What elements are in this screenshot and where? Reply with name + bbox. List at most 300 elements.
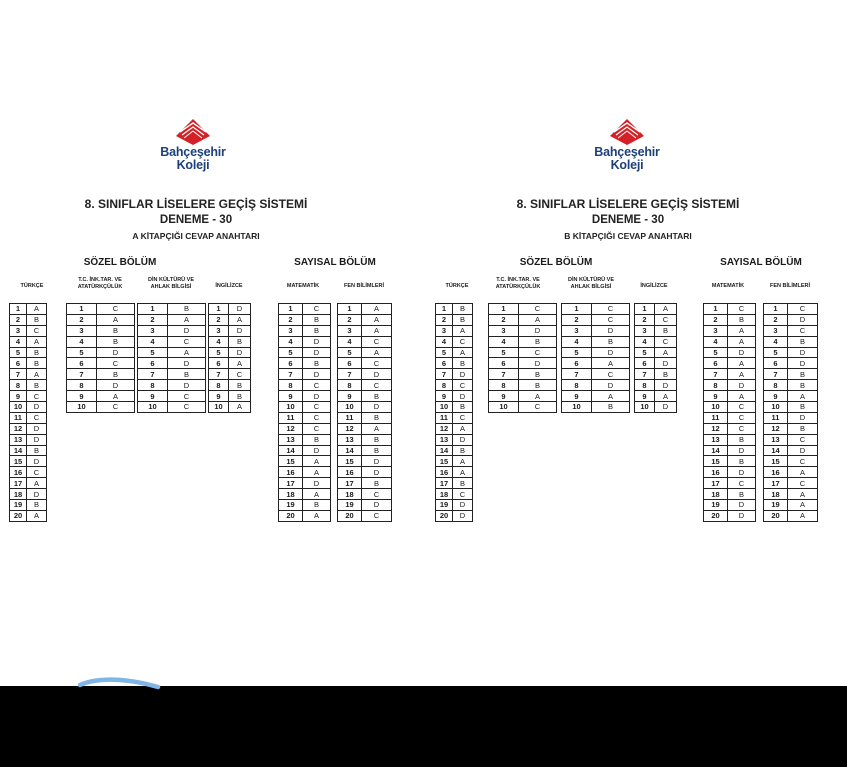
question-number: 8 — [138, 380, 168, 391]
answer-letter: C — [519, 347, 557, 358]
answer-row — [10, 423, 47, 434]
answer-letter: C — [303, 380, 331, 391]
answer-letter: D — [453, 369, 473, 380]
answer-row — [279, 304, 331, 315]
answer-row — [562, 347, 630, 358]
pen-stroke-mark — [78, 676, 162, 692]
matematik-answer-table — [278, 303, 331, 522]
answer-row — [489, 314, 557, 325]
answer-row — [436, 336, 473, 347]
answer-letter: B — [453, 445, 473, 456]
matematik-answer-table — [703, 303, 756, 522]
answer-row — [10, 510, 47, 521]
answer-row — [279, 314, 331, 325]
answer-row — [10, 500, 47, 511]
answer-letter: A — [303, 467, 331, 478]
question-number: 1 — [67, 304, 97, 315]
answer-row — [704, 336, 756, 347]
din-header-line1: DİN KÜLTÜRÜ VE — [147, 277, 195, 283]
answer-row — [10, 391, 47, 402]
answer-letter: A — [788, 391, 818, 402]
question-number: 3 — [138, 325, 168, 336]
answer-row — [279, 434, 331, 445]
answer-letter: B — [97, 336, 135, 347]
answer-letter: B — [27, 380, 47, 391]
answer-row — [764, 456, 818, 467]
answer-letter: D — [788, 314, 818, 325]
question-number: 13 — [436, 434, 453, 445]
answer-row — [338, 478, 392, 489]
answer-row — [10, 325, 47, 336]
inkilap-header-line1: T.C. İNK.TAR. VE — [78, 277, 122, 283]
answer-letter: D — [655, 358, 677, 369]
answer-row — [489, 391, 557, 402]
answer-letter: C — [453, 380, 473, 391]
answer-letter: B — [27, 445, 47, 456]
answer-row — [209, 304, 251, 315]
answer-letter: B — [655, 369, 677, 380]
question-number: 14 — [704, 445, 728, 456]
answer-row — [704, 434, 756, 445]
answer-letter: D — [168, 358, 206, 369]
question-number: 10 — [338, 402, 362, 413]
answer-letter: B — [303, 358, 331, 369]
answer-row — [436, 325, 473, 336]
question-number: 17 — [436, 478, 453, 489]
question-number: 1 — [10, 304, 27, 315]
answer-letter: B — [303, 434, 331, 445]
answer-row — [338, 380, 392, 391]
question-number: 15 — [279, 456, 303, 467]
question-number: 8 — [436, 380, 453, 391]
question-number: 17 — [279, 478, 303, 489]
answer-letter: C — [303, 423, 331, 434]
answer-letter: C — [655, 314, 677, 325]
answer-letter: D — [97, 380, 135, 391]
answer-row — [704, 325, 756, 336]
answer-letter: D — [728, 510, 756, 521]
answer-letter: C — [362, 380, 392, 391]
answer-letter: A — [27, 304, 47, 315]
question-number: 15 — [764, 456, 788, 467]
answer-row — [10, 467, 47, 478]
answer-row — [209, 358, 251, 369]
answer-letter: A — [229, 402, 251, 413]
answer-letter: D — [168, 325, 206, 336]
answer-letter: D — [728, 347, 756, 358]
answer-row — [436, 369, 473, 380]
fen-answer-table — [337, 303, 392, 522]
answer-letter: B — [303, 314, 331, 325]
answer-row — [704, 412, 756, 423]
answer-letter: B — [655, 325, 677, 336]
question-number: 5 — [10, 347, 27, 358]
answer-row — [209, 369, 251, 380]
question-number: 8 — [10, 380, 27, 391]
answer-letter: D — [592, 380, 630, 391]
question-number: 9 — [338, 391, 362, 402]
answer-row — [338, 347, 392, 358]
answer-row — [635, 391, 677, 402]
question-number: 7 — [436, 369, 453, 380]
answer-letter: C — [27, 325, 47, 336]
answer-letter: A — [27, 510, 47, 521]
answer-row — [67, 391, 135, 402]
sozel-section-label: SÖZEL BÖLÜM — [83, 257, 157, 268]
answer-row — [436, 304, 473, 315]
question-number: 4 — [338, 336, 362, 347]
answer-letter: A — [453, 347, 473, 358]
question-number: 3 — [489, 325, 519, 336]
question-number: 5 — [138, 347, 168, 358]
question-number: 6 — [279, 358, 303, 369]
answer-letter: C — [168, 336, 206, 347]
answer-letter: C — [453, 336, 473, 347]
school-logo — [592, 118, 662, 172]
answer-letter: D — [362, 467, 392, 478]
question-number: 7 — [138, 369, 168, 380]
answer-row — [635, 325, 677, 336]
answer-row — [489, 336, 557, 347]
answer-letter: D — [655, 402, 677, 413]
answer-row — [562, 314, 630, 325]
answer-row — [279, 412, 331, 423]
answer-letter: B — [453, 358, 473, 369]
question-number: 1 — [279, 304, 303, 315]
answer-row — [138, 391, 206, 402]
answer-letter: A — [519, 314, 557, 325]
answer-row — [635, 336, 677, 347]
answer-row — [436, 423, 473, 434]
answer-row — [562, 358, 630, 369]
question-number: 13 — [704, 434, 728, 445]
answer-letter: B — [362, 434, 392, 445]
question-number: 4 — [489, 336, 519, 347]
answer-row — [562, 336, 630, 347]
answer-row — [489, 304, 557, 315]
answer-letter: B — [27, 347, 47, 358]
exam-title: 8. SINIFLAR LİSELERE GEÇİŞ SİSTEMİ — [516, 197, 740, 211]
question-number: 1 — [338, 304, 362, 315]
answer-row — [138, 402, 206, 413]
answer-letter: D — [655, 380, 677, 391]
question-number: 10 — [704, 402, 728, 413]
answer-row — [279, 423, 331, 434]
matematik-header: MATEMATİK — [711, 283, 745, 289]
answer-row — [562, 402, 630, 413]
answer-row — [562, 391, 630, 402]
answer-row — [436, 391, 473, 402]
answer-row — [764, 336, 818, 347]
question-number: 14 — [279, 445, 303, 456]
question-number: 10 — [635, 402, 655, 413]
answer-letter: D — [27, 434, 47, 445]
ingilizce-header: İNGİLİZCE — [215, 283, 243, 289]
answer-letter: A — [303, 456, 331, 467]
brand-subname: Koleji — [176, 158, 210, 172]
question-number: 18 — [279, 489, 303, 500]
answer-letter: A — [788, 500, 818, 511]
answer-row — [436, 402, 473, 413]
answer-row — [279, 325, 331, 336]
brand-name: Bahçeşehir — [160, 145, 226, 159]
answer-row — [764, 358, 818, 369]
question-number: 14 — [436, 445, 453, 456]
answer-letter: A — [303, 489, 331, 500]
answer-row — [67, 325, 135, 336]
question-number: 9 — [704, 391, 728, 402]
answer-letter: D — [27, 423, 47, 434]
answer-letter: A — [303, 510, 331, 521]
question-number: 7 — [338, 369, 362, 380]
answer-row — [338, 358, 392, 369]
question-number: 11 — [279, 412, 303, 423]
answer-row — [10, 489, 47, 500]
answer-letter: B — [519, 336, 557, 347]
answer-row — [138, 336, 206, 347]
answer-row — [704, 500, 756, 511]
question-number: 19 — [704, 500, 728, 511]
question-number: 6 — [489, 358, 519, 369]
answer-row — [436, 456, 473, 467]
question-number: 7 — [10, 369, 27, 380]
answer-row — [138, 369, 206, 380]
answer-row — [138, 347, 206, 358]
answer-letter: A — [453, 325, 473, 336]
question-number: 15 — [436, 456, 453, 467]
question-number: 3 — [704, 325, 728, 336]
matematik-header: MATEMATİK — [286, 283, 320, 289]
answer-row — [10, 369, 47, 380]
answer-letter: B — [728, 489, 756, 500]
brand-subname: Koleji — [610, 158, 644, 172]
answer-row — [764, 489, 818, 500]
question-number: 10 — [279, 402, 303, 413]
question-number: 9 — [764, 391, 788, 402]
answer-letter: A — [229, 314, 251, 325]
answer-row — [279, 478, 331, 489]
answer-letter: C — [728, 402, 756, 413]
answer-row — [338, 423, 392, 434]
answer-row — [704, 304, 756, 315]
question-number: 11 — [704, 412, 728, 423]
answer-row — [279, 336, 331, 347]
answer-row — [489, 325, 557, 336]
question-number: 14 — [338, 445, 362, 456]
answer-row — [338, 391, 392, 402]
answer-letter: B — [519, 369, 557, 380]
answer-letter: B — [27, 314, 47, 325]
school-logo — [158, 118, 228, 172]
answer-letter: D — [362, 402, 392, 413]
question-number: 7 — [562, 369, 592, 380]
answer-row — [704, 510, 756, 521]
answer-row — [704, 391, 756, 402]
question-number: 2 — [562, 314, 592, 325]
question-number: 12 — [338, 423, 362, 434]
question-number: 6 — [138, 358, 168, 369]
answer-row — [279, 369, 331, 380]
answer-letter: C — [788, 434, 818, 445]
answer-row — [764, 314, 818, 325]
question-number: 1 — [704, 304, 728, 315]
question-number: 13 — [279, 434, 303, 445]
answer-letter: C — [97, 304, 135, 315]
answer-row — [764, 445, 818, 456]
answer-row — [764, 391, 818, 402]
answer-key-title: B KİTAPÇIĞI CEVAP ANAHTARI — [564, 231, 692, 241]
answer-row — [279, 445, 331, 456]
question-number: 12 — [279, 423, 303, 434]
answer-row — [704, 402, 756, 413]
answer-row — [764, 304, 818, 315]
question-number: 17 — [10, 478, 27, 489]
answer-letter: D — [728, 500, 756, 511]
answer-row — [338, 314, 392, 325]
question-number: 19 — [338, 500, 362, 511]
turkce-answer-table — [435, 303, 473, 522]
answer-row — [436, 467, 473, 478]
question-number: 1 — [562, 304, 592, 315]
answer-letter: A — [27, 478, 47, 489]
question-number: 2 — [138, 314, 168, 325]
ingilizce-header: İNGİLİZCE — [640, 283, 668, 289]
answer-letter: C — [728, 478, 756, 489]
answer-letter: A — [229, 358, 251, 369]
answer-letter: B — [788, 369, 818, 380]
question-number: 8 — [279, 380, 303, 391]
answer-row — [764, 423, 818, 434]
answer-row — [489, 358, 557, 369]
question-number: 11 — [764, 412, 788, 423]
answer-row — [279, 402, 331, 413]
answer-row — [436, 445, 473, 456]
answer-letter: A — [519, 391, 557, 402]
answer-letter: B — [27, 358, 47, 369]
answer-letter: B — [168, 369, 206, 380]
answer-row — [489, 347, 557, 358]
answer-row — [764, 347, 818, 358]
question-number: 20 — [10, 510, 27, 521]
answer-letter: C — [229, 369, 251, 380]
answer-letter: C — [788, 325, 818, 336]
answer-letter: A — [362, 423, 392, 434]
question-number: 15 — [338, 456, 362, 467]
answer-row — [436, 412, 473, 423]
answer-row — [209, 402, 251, 413]
answer-row — [10, 347, 47, 358]
question-number: 2 — [704, 314, 728, 325]
answer-letter: B — [362, 412, 392, 423]
answer-row — [67, 358, 135, 369]
answer-letter: A — [728, 336, 756, 347]
answer-row — [436, 489, 473, 500]
answer-letter: A — [655, 347, 677, 358]
answer-row — [338, 489, 392, 500]
answer-letter: C — [27, 467, 47, 478]
answer-row — [489, 369, 557, 380]
answer-row — [704, 445, 756, 456]
answer-row — [279, 467, 331, 478]
fen-answer-table — [763, 303, 818, 522]
answer-row — [338, 456, 392, 467]
sozel-section-label: SÖZEL BÖLÜM — [519, 257, 593, 268]
question-number: 6 — [562, 358, 592, 369]
question-number: 8 — [764, 380, 788, 391]
question-number: 1 — [436, 304, 453, 315]
din-header — [131, 277, 211, 291]
answer-row — [279, 500, 331, 511]
question-number: 4 — [209, 336, 229, 347]
answer-letter: D — [788, 445, 818, 456]
answer-letter: B — [592, 336, 630, 347]
answer-row — [704, 358, 756, 369]
question-number: 6 — [209, 358, 229, 369]
answer-letter: B — [229, 336, 251, 347]
bottom-black-bar — [0, 686, 847, 767]
answer-letter: B — [303, 325, 331, 336]
question-number: 6 — [10, 358, 27, 369]
question-number: 18 — [10, 489, 27, 500]
question-number: 9 — [635, 391, 655, 402]
answer-row — [436, 500, 473, 511]
question-number: 6 — [67, 358, 97, 369]
question-number: 4 — [562, 336, 592, 347]
answer-row — [764, 510, 818, 521]
answer-letter: A — [27, 336, 47, 347]
answer-letter: A — [97, 314, 135, 325]
question-number: 8 — [704, 380, 728, 391]
answer-row — [338, 467, 392, 478]
question-number: 16 — [338, 467, 362, 478]
answer-row — [436, 314, 473, 325]
answer-row — [338, 369, 392, 380]
answer-letter: C — [519, 304, 557, 315]
answer-letter: B — [788, 402, 818, 413]
answer-letter: C — [728, 423, 756, 434]
answer-row — [279, 510, 331, 521]
answer-letter: B — [788, 380, 818, 391]
answer-letter: B — [728, 434, 756, 445]
answer-letter: C — [728, 412, 756, 423]
answer-row — [10, 314, 47, 325]
answer-row — [764, 369, 818, 380]
answer-row — [67, 304, 135, 315]
answer-row — [635, 369, 677, 380]
answer-letter: B — [788, 336, 818, 347]
answer-row — [209, 391, 251, 402]
answer-letter: A — [362, 325, 392, 336]
question-number: 1 — [764, 304, 788, 315]
question-number: 9 — [436, 391, 453, 402]
question-number: 14 — [10, 445, 27, 456]
answer-letter: A — [788, 489, 818, 500]
answer-row — [209, 380, 251, 391]
answer-letter: A — [168, 347, 206, 358]
inkilap-header-line2: ATATÜRKÇÜLÜK — [77, 284, 123, 290]
turkce-header: TÜRKÇE — [445, 283, 469, 289]
question-number: 9 — [10, 391, 27, 402]
answer-letter: D — [303, 347, 331, 358]
answer-letter: D — [788, 347, 818, 358]
answer-letter: D — [728, 445, 756, 456]
answer-row — [704, 347, 756, 358]
question-number: 10 — [489, 402, 519, 413]
answer-letter: A — [27, 369, 47, 380]
question-number: 8 — [489, 380, 519, 391]
answer-row — [10, 304, 47, 315]
answer-letter: B — [27, 500, 47, 511]
